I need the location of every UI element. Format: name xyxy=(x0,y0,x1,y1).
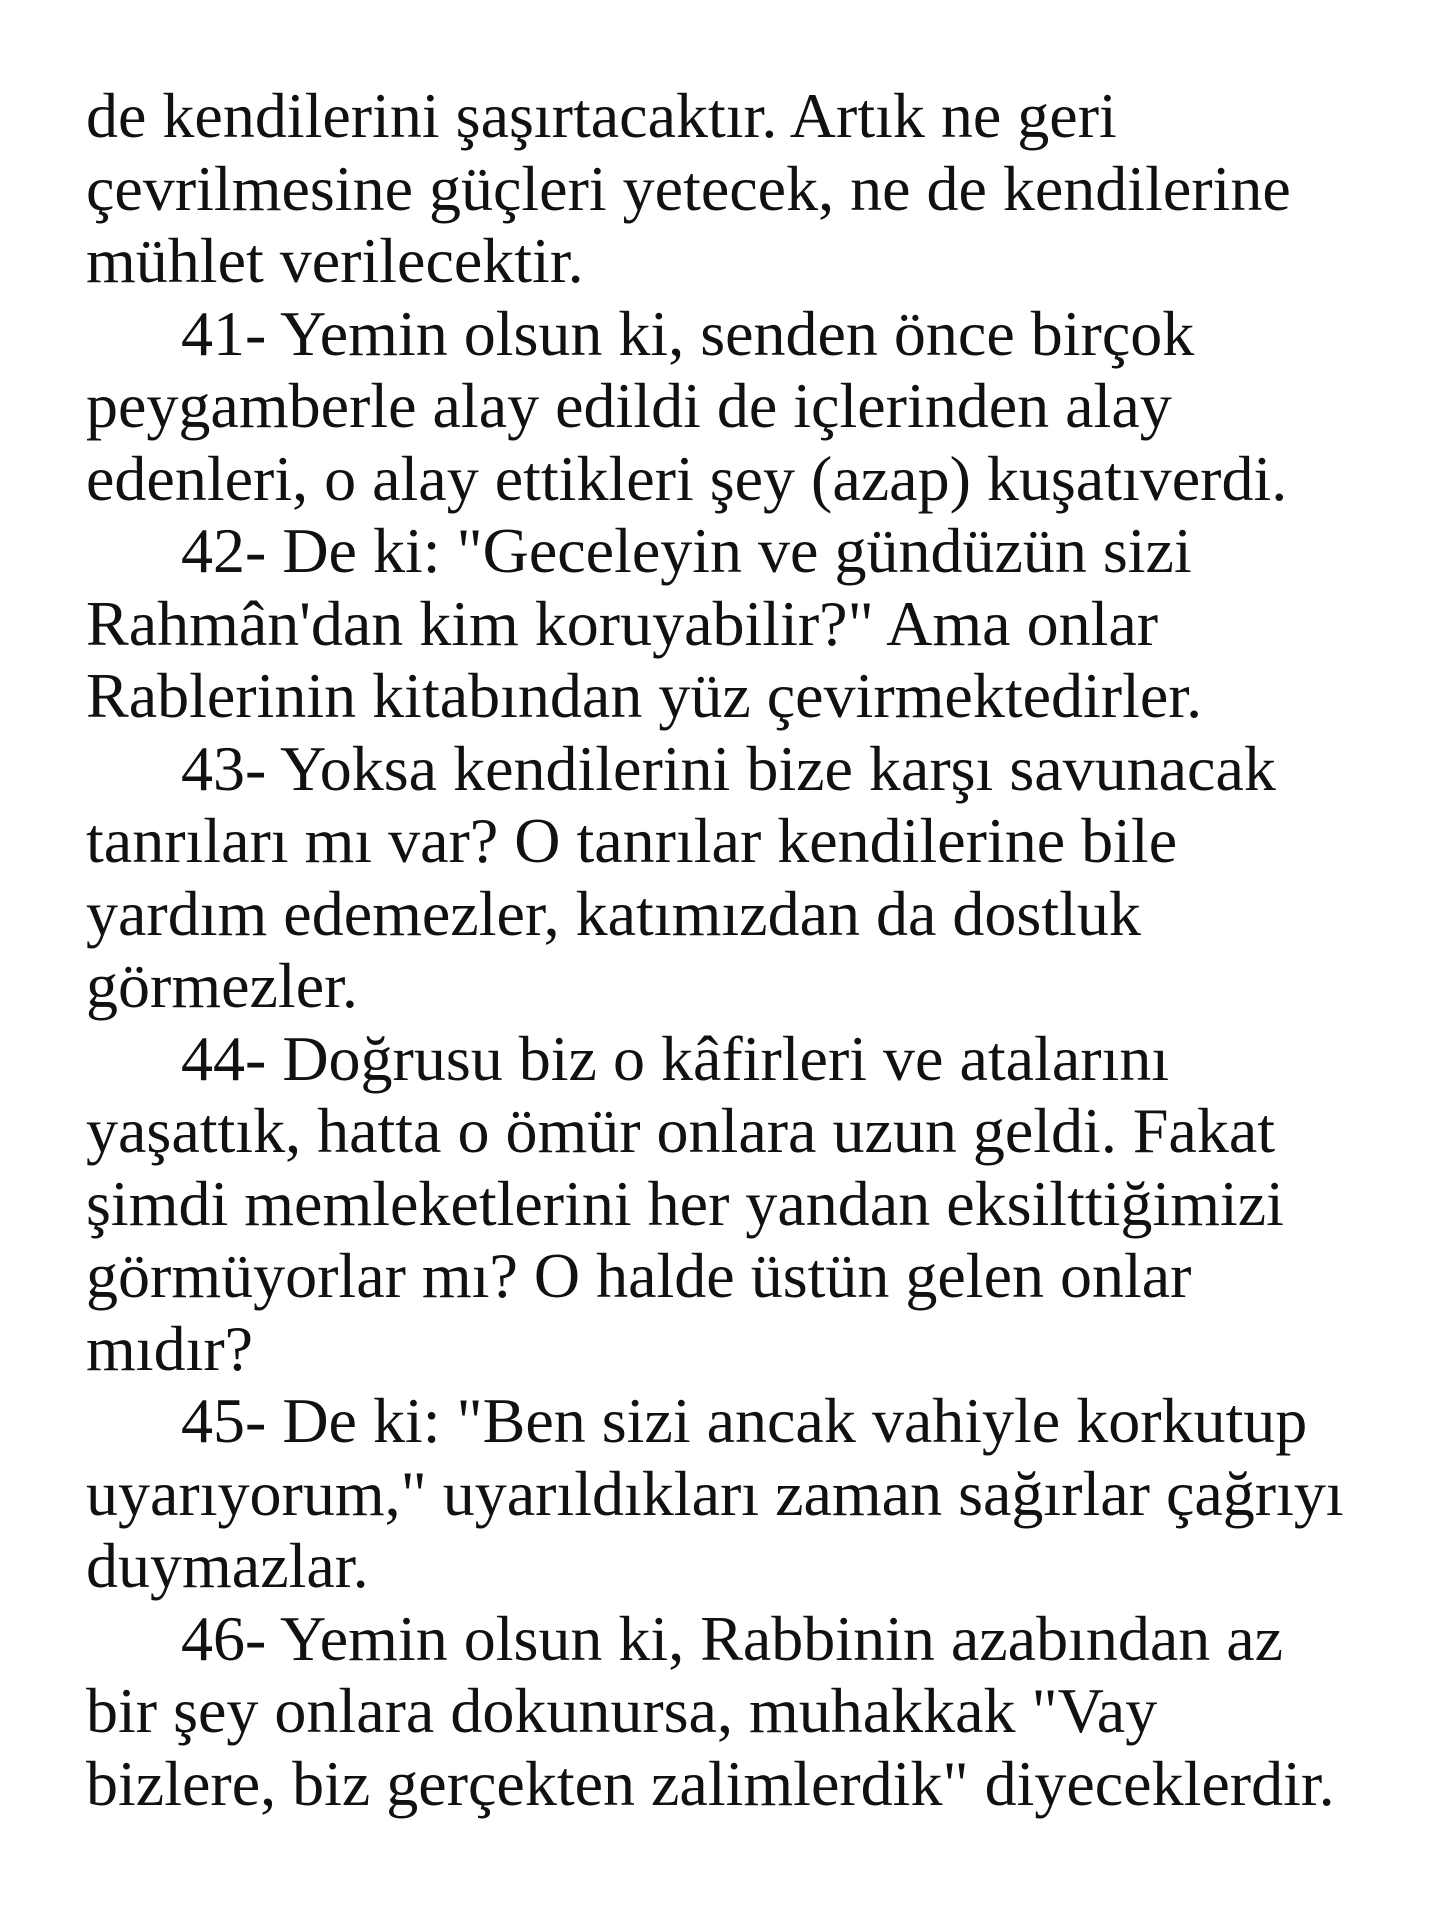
verse-41-line: 41- Yemin olsun ki, senden önce birçok xyxy=(181,297,1195,369)
text-line: mıdır? xyxy=(86,1312,254,1384)
text-line: görmüyorlar mı? O halde üstün gelen onlar xyxy=(86,1240,1192,1311)
verse-46-line: 46- Yemin olsun ki, Rabbinin azabından az xyxy=(181,1602,1284,1674)
text-line: bir şey onlara dokunursa, muhakkak "Vay xyxy=(86,1675,1158,1746)
text-line: yaşattık, hatta o ömür onlara uzun geldi. Fakat xyxy=(86,1095,1275,1166)
verse-45-line: 45- De ki: "Ben sizi ancak vahiyle korkutup xyxy=(181,1385,1308,1456)
text-line: bizlere, biz gerçekten zalimlerdik" diyeceklerdir. xyxy=(86,1747,1335,1819)
text-line: duymazlar. xyxy=(86,1530,369,1601)
text-line: yardım edemezler, katımızdan da dostluk xyxy=(86,877,1141,949)
text-line: de kendilerini şaşırtacaktır. Artık ne geri xyxy=(86,80,1117,151)
verse-42-line: 42- De ki: "Geceleyin ve gündüzün sizi xyxy=(181,515,1192,586)
text-line: peygamberle alay edildi de içlerinden alay xyxy=(86,370,1172,441)
verse-43-line: 43- Yoksa kendilerini bize karşı savunacak xyxy=(181,732,1276,804)
text-line: mühlet verilecektir. xyxy=(86,225,584,296)
text-line: Rablerinin kitabından yüz çevirmektedirler. xyxy=(86,660,1203,731)
text-line: görmezler. xyxy=(86,950,358,1021)
text-line: uyarıyorum," uyarıldıkları zaman sağırlar çağrıyı xyxy=(86,1457,1344,1529)
text-line: edenleri, o alay ettikleri şey (azap) kuşatıverdi. xyxy=(86,442,1288,514)
text-line: şimdi memleketlerini her yandan eksilttiğimizi xyxy=(86,1167,1284,1239)
text-line: çevrilmesine güçleri yetecek, ne de kendilerine xyxy=(86,152,1291,224)
verse-44-line: 44- Doğrusu biz o kâfirleri ve atalarını xyxy=(181,1022,1170,1094)
text-line: tanrıları mı var? O tanrılar kendilerine bile xyxy=(86,805,1178,876)
text-line: Rahmân'dan kim koruyabilir?" Ama onlar xyxy=(86,587,1159,659)
text-body xyxy=(86,80,1416,1820)
